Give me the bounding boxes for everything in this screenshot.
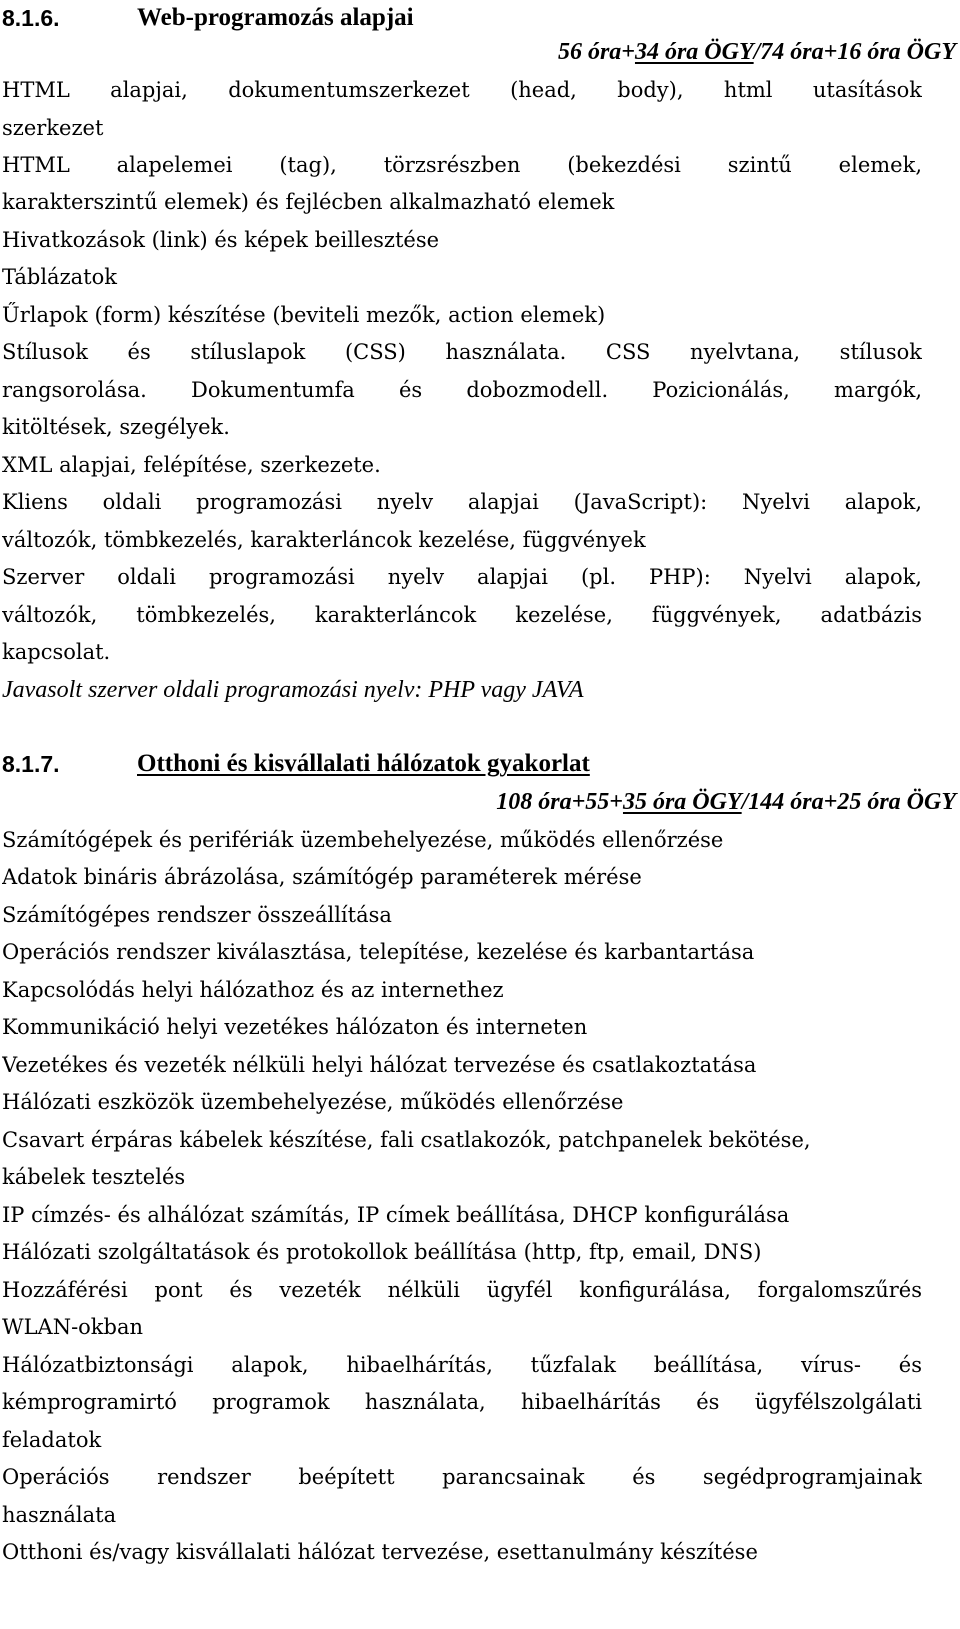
- hours-part: /74 óra+16 óra ÖGY: [753, 39, 956, 65]
- section-number: 8.1.6.: [2, 5, 60, 31]
- hours-part: /144 óra+25 óra ÖGY: [741, 789, 956, 815]
- text-line: szerkezet: [2, 116, 104, 140]
- text-line: Számítógépes rendszer összeállítása: [2, 903, 392, 927]
- text-line: WLAN-okban: [2, 1315, 144, 1339]
- text-line: Otthoni és/vagy kisvállalati hálózat tervezése, esettanulmány készítése: [2, 1540, 758, 1564]
- text-line: kitöltések, szegélyek.: [2, 415, 230, 439]
- recommendation-line: Javasolt szerver oldali programozási nyelv: PHP vagy JAVA: [2, 677, 584, 703]
- text-line: HTML alapjai, dokumentumszerkezet (head, body), html utasítások: [2, 78, 922, 102]
- text-line: Hálózati eszközök üzembehelyezése, működés ellenőrzése: [2, 1090, 624, 1114]
- text-line: Űrlapok (form) készítése (beviteli mezők, action elemek): [2, 303, 606, 327]
- text-line: kábelek tesztelés: [2, 1165, 186, 1189]
- text-line: Szerver oldali programozási nyelv alapjai (pl. PHP): Nyelvi alapok,: [2, 565, 922, 589]
- text-line: XML alapjai, felépítése, szerkezete.: [2, 453, 381, 477]
- text-line: Hálózatbiztonsági alapok, hibaelhárítás, tűzfalak beállítása, vírus- és: [2, 1353, 922, 1377]
- text-line: Hozzáférési pont és vezeték nélküli ügyfél konfigurálása, forgalomszűrés: [2, 1278, 922, 1302]
- text-line: IP címzés- és alhálózat számítás, IP címek beállítása, DHCP konfigurálása: [2, 1203, 790, 1227]
- hours-underlined: 35 óra ÖGY: [622, 789, 742, 815]
- section-hours: [558, 34, 956, 70]
- text-line: Stílusok és stíluslapok (CSS) használata. CSS nyelvtana, stílusok: [2, 340, 922, 364]
- text-line: karakterszintű elemek) és fejlécben alkalmazható elemek: [2, 190, 615, 214]
- hours-part: 108 óra+55+: [496, 789, 623, 815]
- text-line: Operációs rendszer beépített parancsainak és segédprogramjainak: [2, 1465, 922, 1489]
- text-line: Kommunikáció helyi vezetékes hálózaton és interneten: [2, 1015, 588, 1039]
- text-line: kapcsolat.: [2, 640, 111, 664]
- text-line: Kliens oldali programozási nyelv alapjai (JavaScript): Nyelvi alapok,: [2, 490, 922, 514]
- text-line: kémprogramirtó programok használata, hibaelhárítás és ügyfélszolgálati: [2, 1390, 922, 1414]
- text-line: Táblázatok: [2, 265, 117, 289]
- text-line: rangsorolása. Dokumentumfa és dobozmodell. Pozicionálás, margók,: [2, 378, 922, 402]
- text-line: Számítógépek és perifériák üzembehelyezése, működés ellenőrzése: [2, 828, 724, 852]
- section-title: Web-programozás alapjai: [137, 4, 414, 31]
- section-heading: [2, 746, 922, 782]
- text-line: Hálózati szolgáltatások és protokollok beállítása (http, ftp, email, DNS): [2, 1240, 762, 1264]
- section-title: Otthoni és kisvállalati hálózatok gyakorlat: [137, 750, 590, 777]
- section-number: 8.1.7.: [2, 751, 60, 777]
- text-line: Csavart érpáras kábelek készítése, fali csatlakozók, patchpanelek bekötése,: [2, 1128, 811, 1152]
- section-heading: [2, 0, 922, 36]
- text-line: Kapcsolódás helyi hálózathoz és az internethez: [2, 978, 504, 1002]
- text-line: változók, tömbkezelés, karakterláncok kezelése, függvények, adatbázis: [2, 603, 922, 627]
- text-line: Vezetékes és vezeték nélküli helyi hálózat tervezése és csatlakoztatása: [2, 1053, 757, 1077]
- text-line: Hivatkozások (link) és képek beillesztése: [2, 228, 440, 252]
- text-line: HTML alapelemei (tag), törzsrészben (bekezdési szintű elemek,: [2, 153, 922, 177]
- hours-underlined: 34 óra ÖGY: [634, 39, 754, 65]
- text-line: feladatok: [2, 1428, 102, 1452]
- text-line: változók, tömbkezelés, karakterláncok kezelése, függvények: [2, 528, 646, 552]
- text-line: Operációs rendszer kiválasztása, telepítése, kezelése és karbantartása: [2, 940, 755, 964]
- text-line: használata: [2, 1503, 117, 1527]
- hours-part: 56 óra+: [557, 39, 635, 65]
- section-hours: [496, 784, 956, 820]
- text-line: Adatok bináris ábrázolása, számítógép paraméterek mérése: [2, 865, 642, 889]
